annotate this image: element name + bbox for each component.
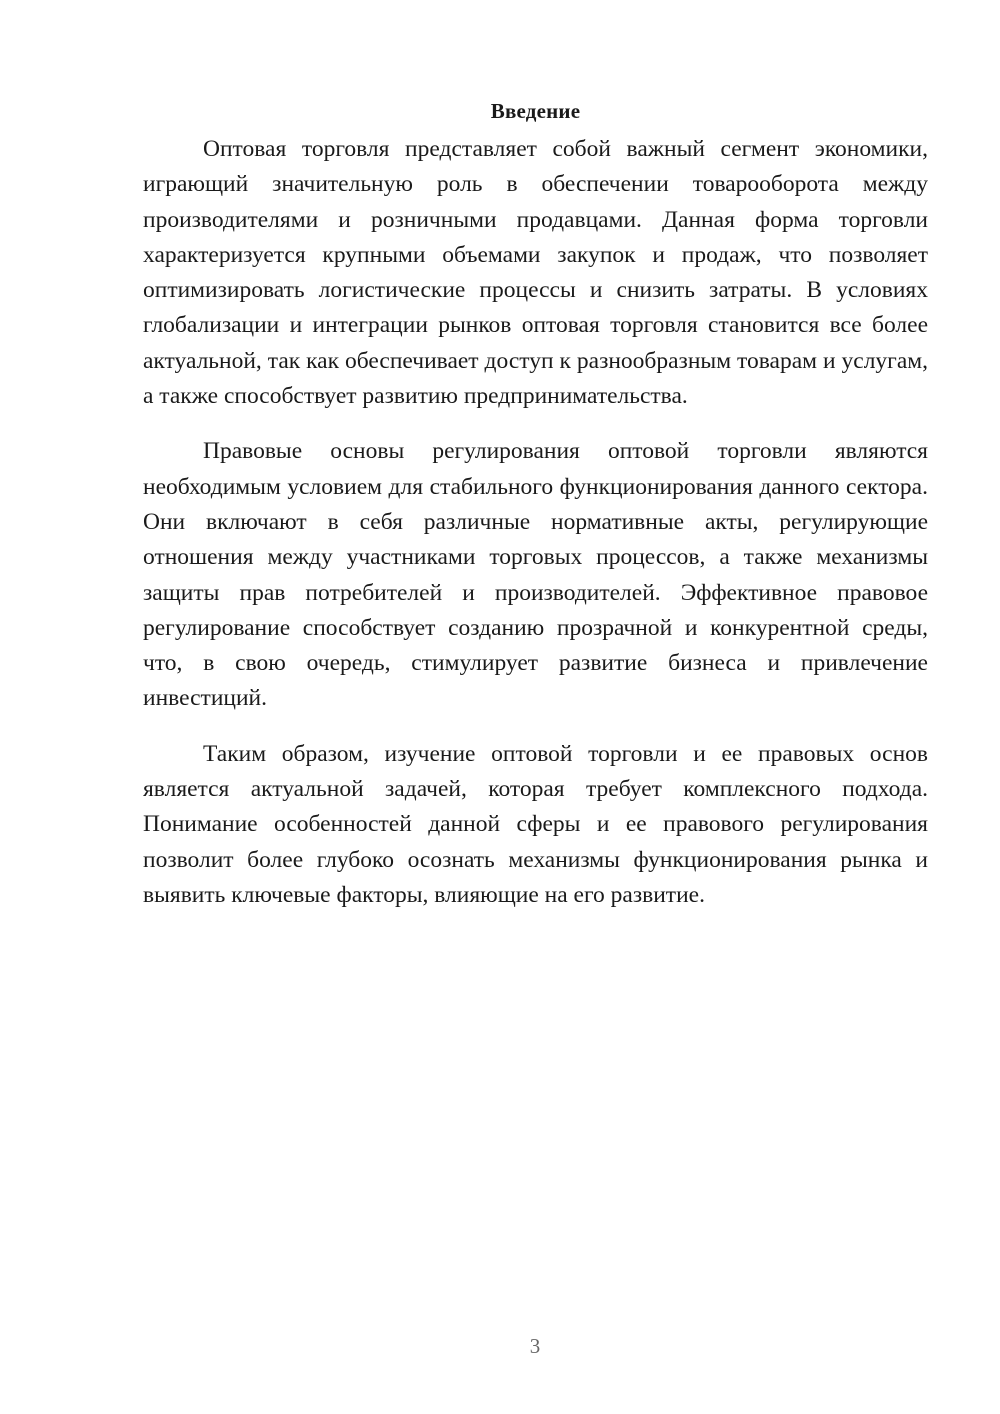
paragraph-1: Оптовая торговля представляет собой важный сегмент экономики, играющий значительную роль в обеспечении товарооборота между производителями и розничными продавцами. Данная форма торговли характеризуется крупными объемами закупок и продаж, что позволяет оптимизировать логистические процессы и снизить затраты. В условиях глобализации и интеграции рынков оптовая торговля становится все более актуальной, так как обеспечивает доступ к разнообразным товарам и услугам, а также способствует развитию предпринимательства. — [143, 136, 928, 410]
paragraph-2: Правовые основы регулирования оптовой торговли являются необходимым условием для стабильного функционирования данного сектора. Они включают в себя различные нормативные акты, регулирующие отношения между участниками торговых процессов, а также механизмы защиты прав потребителей и производителей. Эффективное правовое регулирование способствует созданию прозрачной и конкурентной среды, что, в свою очередь, стимулирует развитие бизнеса и привлечение инвестиций. — [143, 438, 928, 712]
paragraph-3: Таким образом, изучение оптовой торговли и ее правовых основ является актуальной задачей, которая требует комплексного подхода. Понимание особенностей данной сферы и ее правового регулирования позволит более глубоко осознать механизмы функционирования рынка и выявить ключевые факторы, влияющие на его развитие. — [143, 740, 928, 908]
section-title: Введение — [490, 99, 581, 123]
page-number: 3 — [529, 1334, 541, 1358]
page-content — [143, 96, 928, 933]
